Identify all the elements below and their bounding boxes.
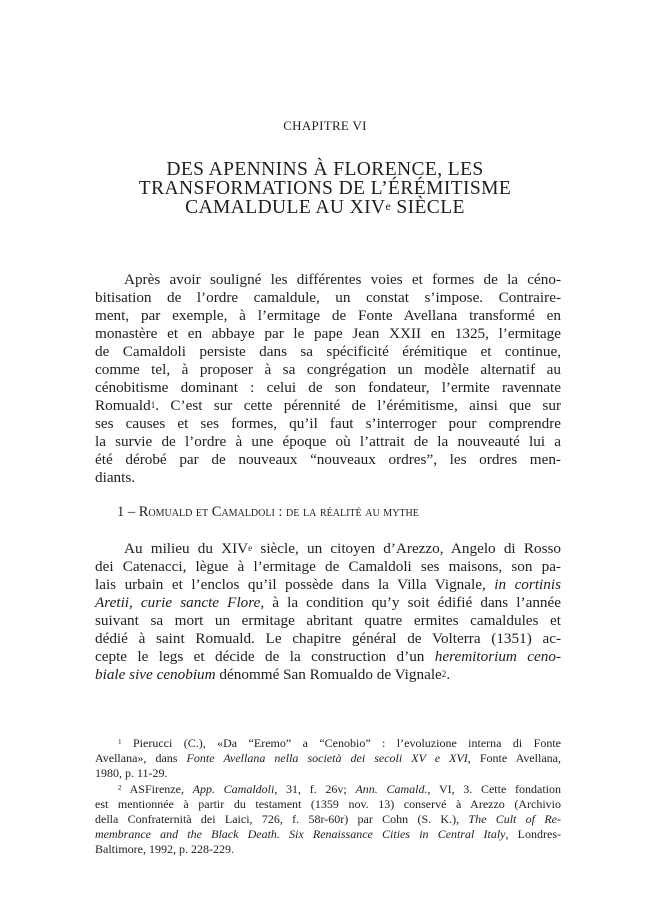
footnote-line: [95, 782, 561, 797]
superscript: e: [385, 200, 392, 213]
footnote-line: [95, 827, 561, 842]
text-line: [95, 415, 561, 433]
text-line: [95, 433, 561, 451]
text-line: [95, 612, 561, 630]
text-segment: été dérobé par de nouveaux “nouveaux ordres”, les ordres men-: [95, 451, 561, 468]
note-reference: 2: [441, 669, 447, 679]
text-line: [95, 576, 561, 594]
text-segment: cénobitisme dominant : celui de son fondateur, l’ermite ravennate: [95, 379, 561, 396]
text-line: [95, 558, 561, 576]
text-segment: Pierucci (C.), «Da “Eremo” a “Cenobio” : l’evoluzione interna di Fonte: [121, 736, 561, 750]
text-segment: bitisation de l’ordre camaldule, un constat s’impose. Contraire-: [95, 289, 561, 306]
title-line: TRANSFORMATIONS DE L’ÉRÉMITISME: [138, 178, 512, 199]
text-segment: cepte le legs et décide de la construction d’un: [95, 648, 435, 665]
title-text: SIÈCLE: [391, 197, 465, 218]
footnote-line: [95, 842, 561, 857]
text-segment: dédié à saint Romuald. Le chapitre général de Volterra (1351) ac-: [95, 630, 561, 647]
section-heading: [117, 504, 419, 521]
text-segment: della Confraternità dei Laici, 726, f. 58r-60r) par Cohn (S. K.),: [95, 812, 469, 826]
text-segment: dénommé San Romualdo de Vignale: [215, 666, 442, 683]
text-line: [95, 379, 561, 397]
text-segment: suivant sa mort un ermitage abritant quatre ermites camaldules et: [95, 612, 561, 629]
footnote-line: [95, 736, 561, 751]
text-segment: , Fonte Avellana,: [467, 751, 561, 765]
text-line: [95, 397, 561, 415]
text-line: [95, 594, 561, 612]
text-line: [95, 361, 561, 379]
text-segment: .: [446, 666, 451, 683]
text-segment: Après avoir souligné les différentes voies et formes de la céno-: [124, 271, 561, 288]
text-segment: , Londres-: [505, 827, 561, 841]
text-line: [95, 540, 561, 558]
text-line: [95, 666, 561, 684]
text-segment: Aretii, curie sancte Flore: [95, 594, 261, 611]
chapter-label: CHAPITRE VI: [283, 118, 367, 133]
footnote-line: [95, 797, 561, 812]
text-line: [95, 343, 561, 361]
text-segment: ASFirenze,: [121, 782, 193, 796]
text-segment: . C’est sur cette pérennité de l’érémitisme, ainsi que sur: [155, 397, 561, 414]
text-segment: la survie de l’ordre à une époque où l’attrait de la nouveauté lui a: [95, 433, 561, 450]
text-segment: Avellana», dans: [95, 751, 187, 765]
text-line: [95, 325, 561, 343]
text-segment: ses causes et ses formes, qu’il faut s’interroger pour comprendre: [95, 415, 561, 432]
text-segment: in cortinis: [494, 576, 561, 593]
title-text: CAMALDULE AU XIV: [185, 197, 386, 218]
text-segment: biale sive cenobium: [95, 666, 216, 683]
text-line: [95, 648, 561, 666]
text-segment: Fonte Avellana nella società dei secoli XV e XVI: [186, 751, 468, 765]
text-segment: App. Camaldoli: [192, 782, 275, 796]
note-reference: 1: [150, 400, 156, 410]
text-segment: siècle, un citoyen d’Arezzo, Angelo di Rosso: [252, 540, 561, 557]
footnote-line: [95, 766, 561, 781]
text-line: [95, 630, 561, 648]
note-reference: 1: [118, 738, 122, 746]
text-segment: comme tel, à proposer à sa congrégation un modèle alternatif au: [95, 361, 561, 378]
text-line: [95, 307, 561, 325]
text-segment: dei Catenacci, lègue à l’ermitage de Camaldoli ses maisons, son pa-: [95, 558, 561, 575]
text-segment: lais urbain et l’enclos qu’il possède dans la Villa Vignale,: [95, 576, 495, 593]
footnote-line: [95, 812, 561, 827]
text-segment: , VI, 3. Cette fondation: [427, 782, 561, 796]
text-segment: , 31, f. 26v;: [274, 782, 356, 796]
text-segment: diants.: [95, 469, 136, 486]
text-segment: de Camaldoli persiste dans sa spécificité érémitique et continue,: [95, 343, 561, 360]
text-segment: heremitorium ceno-: [434, 648, 561, 665]
text-segment: est mentionnée à partir du testament (1359 nov. 13) conservé à Arezzo (Archivio: [95, 797, 561, 811]
text-segment: Romuald: [95, 397, 151, 414]
text-segment: monastère et en abbaye par le pape Jean XXII en 1325, l’ermitage: [95, 325, 561, 342]
note-reference: 2: [118, 784, 122, 792]
text-line: [95, 289, 561, 307]
text-segment: membrance and the Black Death. Six Renaissance Cities in Central Italy: [95, 827, 506, 841]
text-segment: Ann. Camald.: [355, 782, 428, 796]
text-segment: Baltimore, 1992, p. 228-229.: [95, 842, 234, 856]
text-segment: Au milieu du XIV: [124, 540, 249, 557]
section-title: Romuald et Camaldoli : de la réalité au mythe: [138, 504, 419, 520]
text-segment: ment, par exemple, à l’ermitage de Fonte Avellana transformé en: [95, 307, 561, 324]
section-number: 1 –: [117, 504, 139, 520]
text-segment: , à la condition qu’y soit édifié dans l’année: [260, 594, 561, 611]
text-line: [95, 451, 561, 469]
footnote-line: [95, 751, 561, 766]
title-line: [0, 198, 650, 217]
text-segment: The Cult of Re-: [468, 812, 561, 826]
text-line: [95, 469, 561, 487]
text-segment: 1980, p. 11-29.: [95, 766, 168, 780]
note-reference: e: [248, 543, 253, 553]
title-line: DES APENNINS À FLORENCE, LES: [166, 159, 484, 180]
text-line: [95, 271, 561, 289]
chapter-title: [0, 160, 650, 217]
